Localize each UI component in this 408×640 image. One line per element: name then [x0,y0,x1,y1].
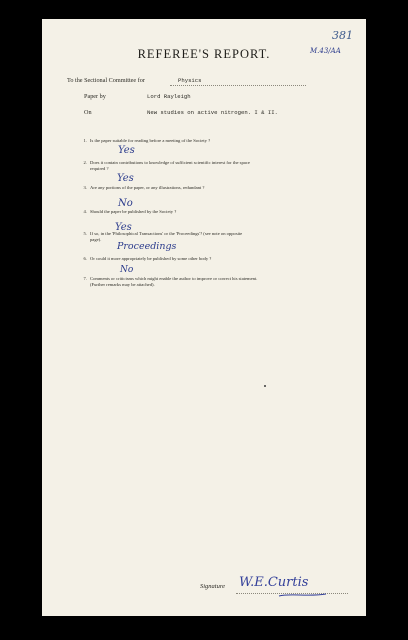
answer-4-handwritten: Yes [115,222,132,233]
question-text: Comments or criticisms which might enable the author to improve or correct his statement. [90,276,258,281]
question-4 [79,209,176,215]
question-text: Are any portions of the paper, or any illustrations, redundant ? [90,185,205,190]
question-2 [79,160,250,172]
question-text: Does it contain contributions to knowledge of sufficient scientific interest for the space [90,160,250,165]
ink-dot [264,385,266,387]
committee-value: Physics [178,77,202,84]
signature-handwritten: W.E.Curtis [239,575,309,590]
answer-5-handwritten: Proceedings [117,241,177,252]
committee-dotted-line [170,85,306,86]
question-text-continued: (Further remarks may be attached). [90,282,155,287]
question-text: Or could it more appropriately be published by some other body ? [90,256,212,261]
reference-note: M.43/AA [310,47,341,55]
question-number: 7. [83,276,87,281]
question-6 [79,256,211,262]
question-number: 2. [83,160,87,165]
answer-2-handwritten: Yes [117,173,134,184]
question-1 [79,138,210,144]
question-text: Is the paper suitable for reading before a meeting of the Society ? [90,138,211,143]
question-text-continued: required ? [90,166,109,171]
committee-label: To the Sectional Committee for [67,77,145,84]
answer-6-handwritten: No [120,265,134,275]
question-text: If so, in the 'Philosophical Transactions' or the 'Proceedings'? (see note on opposite [90,231,243,236]
question-number: 5. [83,231,87,236]
question-number: 1. [83,138,87,143]
paper-by-label: Paper by [84,93,106,100]
question-7 [79,276,257,288]
on-label: On [84,109,92,116]
referee-report-sheet [42,19,366,616]
answer-3-handwritten: No [118,198,133,209]
page-title: REFEREE'S REPORT. [137,47,271,61]
question-number: 4. [83,209,87,214]
paper-by-value: Lord Rayleigh [147,93,191,100]
answer-1-handwritten: Yes [118,145,135,156]
page-number: 381 [332,29,353,42]
question-number: 6. [83,256,87,261]
signature-label: Signature [200,583,226,590]
question-text: Should the paper be published by the Society ? [90,209,177,214]
question-3 [79,185,204,191]
on-value: New studies on active nitrogen. I & II. [147,109,278,116]
signature-underline-flourish [278,592,328,598]
question-text-continued: page). [90,237,102,242]
question-number: 3. [83,185,87,190]
